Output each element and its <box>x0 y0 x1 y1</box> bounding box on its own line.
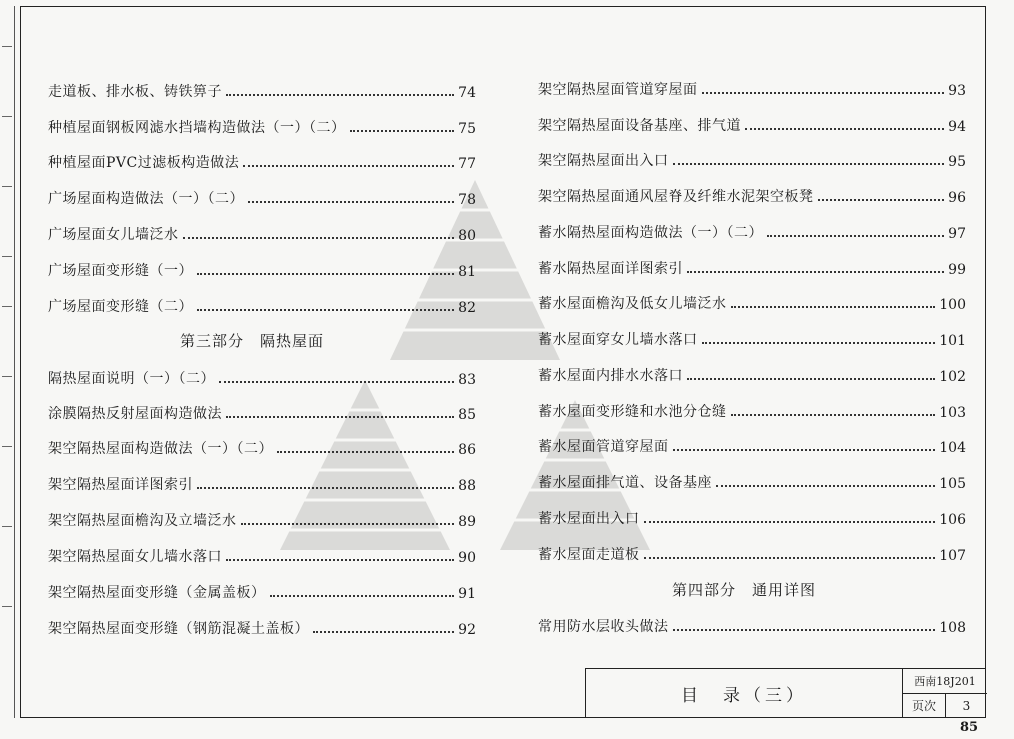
toc-entry-title: 种植屋面钢板网滤水挡墙构造做法（一）（二） <box>48 120 346 136</box>
leader-dots <box>702 342 936 344</box>
leader-dots <box>350 130 455 132</box>
toc-entry-page: 97 <box>948 226 966 242</box>
toc-entry[interactable] <box>48 150 476 172</box>
toc-entry-page: 82 <box>458 300 476 316</box>
toc-entry-page: 83 <box>458 372 476 388</box>
leader-dots <box>277 451 454 453</box>
toc-entry[interactable] <box>538 470 966 492</box>
toc-entry-page: 90 <box>458 550 476 566</box>
toc-entry-page: 105 <box>939 476 966 492</box>
leader-dots <box>248 201 454 203</box>
toc-entry-page: 103 <box>939 405 966 421</box>
toc-entry-title: 蓄水屋面内排水水落口 <box>538 368 683 384</box>
toc-entry-title: 广场屋面变形缝（一） <box>48 263 193 279</box>
toc-entry-page: 89 <box>458 514 476 530</box>
page-number: 3 <box>962 698 971 713</box>
leader-dots <box>197 487 454 489</box>
toc-entry[interactable] <box>538 148 966 170</box>
toc-entry-title: 架空隔热屋面变形缝（钢筋混凝土盖板） <box>48 621 309 637</box>
toc-entry-title: 蓄水屋面出入口 <box>538 511 640 527</box>
toc-entry[interactable] <box>538 184 966 206</box>
toc-entry-title: 架空隔热屋面女儿墙水落口 <box>48 549 222 565</box>
leader-dots <box>673 629 936 631</box>
leader-dots <box>226 416 454 418</box>
leader-dots <box>226 559 454 561</box>
leader-dots <box>270 595 455 597</box>
toc-entry-title: 广场屋面变形缝（二） <box>48 299 193 315</box>
leader-dots <box>226 94 454 96</box>
toc-entry-page: 107 <box>939 548 966 564</box>
toc-entry-title: 架空隔热屋面设备基座、排气道 <box>538 118 741 134</box>
toc-entry-title: 广场屋面构造做法（一）（二） <box>48 191 244 207</box>
toc-entry-title: 种植屋面PVC过滤板构造做法 <box>48 155 240 171</box>
toc-entry-page: 86 <box>458 442 476 458</box>
toc-entry[interactable] <box>538 399 966 421</box>
leader-dots <box>644 521 936 523</box>
toc-entry-page: 74 <box>458 85 476 101</box>
toc-entry[interactable] <box>48 115 476 137</box>
toc-entry[interactable] <box>48 401 476 423</box>
leader-dots <box>197 309 454 311</box>
toc-entry-page: 92 <box>458 622 476 638</box>
toc-entry[interactable] <box>48 294 476 316</box>
toc-entry-title: 架空隔热屋面详图索引 <box>48 477 193 493</box>
toc-entry-title: 蓄水屋面管道穿屋面 <box>538 439 669 455</box>
toc-entry-title: 架空隔热屋面变形缝（金属盖板） <box>48 585 266 601</box>
toc-entry-page: 94 <box>948 119 966 135</box>
toc-entry[interactable] <box>538 113 966 135</box>
toc-entry[interactable] <box>538 363 966 385</box>
toc-entry[interactable] <box>48 79 476 101</box>
leader-dots <box>673 163 945 165</box>
title-block <box>585 668 986 718</box>
leader-dots <box>716 485 935 487</box>
toc-entry-title: 涂膜隔热反射屋面构造做法 <box>48 406 222 422</box>
page-label: 页次 <box>903 694 946 717</box>
toc-entry[interactable] <box>538 77 966 99</box>
toc-entry-page: 88 <box>458 478 476 494</box>
leader-dots <box>731 414 936 416</box>
leader-dots <box>818 199 945 201</box>
toc-entry[interactable] <box>48 544 476 566</box>
toc-entry-title: 蓄水屋面排气道、设备基座 <box>538 475 712 491</box>
toc-entry[interactable] <box>538 542 966 564</box>
title-block-title: 目 录（三） <box>586 669 903 717</box>
section-heading: 第四部分 通用详图 <box>672 581 817 599</box>
toc-entry[interactable] <box>48 508 476 530</box>
toc-entry[interactable] <box>48 436 476 458</box>
toc-entry-page: 99 <box>948 262 966 278</box>
toc-entry[interactable] <box>538 614 966 636</box>
section-heading: 第三部分 隔热屋面 <box>180 332 325 350</box>
binding-edge <box>0 6 15 718</box>
toc-entry-title: 蓄水屋面变形缝和水池分仓缝 <box>538 404 727 420</box>
leader-dots <box>687 271 944 273</box>
toc-entry[interactable] <box>48 222 476 244</box>
leader-dots <box>745 128 944 130</box>
toc-entry-page: 102 <box>939 369 966 385</box>
toc-entry-page: 77 <box>458 156 476 172</box>
leader-dots <box>313 631 454 633</box>
toc-entry-title: 架空隔热屋面出入口 <box>538 153 669 169</box>
toc-entry-page: 96 <box>948 190 966 206</box>
toc-entry-page: 100 <box>939 297 966 313</box>
toc-entry-page: 75 <box>458 121 476 137</box>
toc-entry-title: 常用防水层收头做法 <box>538 619 669 635</box>
toc-entry-title: 蓄水隔热屋面详图索引 <box>538 261 683 277</box>
toc-entry[interactable] <box>48 366 476 388</box>
toc-entry[interactable] <box>538 256 966 278</box>
toc-entry-title: 架空隔热屋面通风屋脊及纤维水泥架空板凳 <box>538 189 814 205</box>
toc-entry[interactable] <box>538 506 966 528</box>
toc-entry-page: 81 <box>458 264 476 280</box>
toc-entry[interactable] <box>48 472 476 494</box>
toc-entry-title: 蓄水隔热屋面构造做法（一）（二） <box>538 225 763 241</box>
leader-dots <box>644 557 936 559</box>
toc-entry-page: 93 <box>948 83 966 99</box>
toc-entry-page: 78 <box>458 192 476 208</box>
toc-entry-page: 104 <box>939 440 966 456</box>
toc-entry[interactable] <box>538 434 966 456</box>
leader-dots <box>731 306 936 308</box>
atlas-code: 西南18J201 <box>903 669 987 694</box>
toc-entry[interactable] <box>538 291 966 313</box>
toc-entry-title: 架空隔热屋面构造做法（一）（二） <box>48 441 273 457</box>
sheet-number: 85 <box>960 720 979 735</box>
leader-dots <box>702 92 945 94</box>
toc-entry[interactable] <box>48 616 476 638</box>
toc-entry[interactable] <box>538 327 966 349</box>
leader-dots <box>243 165 454 167</box>
leader-dots <box>219 381 454 383</box>
toc-entry[interactable] <box>48 580 476 602</box>
toc-entry-page: 108 <box>939 620 966 636</box>
toc-entry-title: 蓄水屋面穿女儿墙水落口 <box>538 332 698 348</box>
toc-entry-title: 架空隔热屋面檐沟及立墙泛水 <box>48 513 237 529</box>
toc-entry-page: 106 <box>939 512 966 528</box>
leader-dots <box>687 378 935 380</box>
leader-dots <box>183 237 455 239</box>
toc-entry-title: 架空隔热屋面管道穿屋面 <box>538 82 698 98</box>
toc-entry-page: 85 <box>458 407 476 423</box>
leader-dots <box>673 449 936 451</box>
toc-entry-page: 80 <box>458 228 476 244</box>
toc-entry-title: 隔热屋面说明（一）（二） <box>48 371 215 387</box>
toc-entry[interactable] <box>48 258 476 280</box>
leader-dots <box>197 273 454 275</box>
toc-entry-title: 广场屋面女儿墙泛水 <box>48 227 179 243</box>
toc-entry-page: 91 <box>458 586 476 602</box>
toc-entry[interactable] <box>538 220 966 242</box>
leader-dots <box>241 523 455 525</box>
toc-entry-page: 95 <box>948 154 966 170</box>
leader-dots <box>767 235 944 237</box>
toc-entry-title: 走道板、排水板、铸铁箅子 <box>48 84 222 100</box>
toc-entry-title: 蓄水屋面檐沟及低女儿墙泛水 <box>538 296 727 312</box>
toc-entry-page: 101 <box>939 333 966 349</box>
toc-entry-title: 蓄水屋面走道板 <box>538 547 640 563</box>
toc-entry[interactable] <box>48 186 476 208</box>
